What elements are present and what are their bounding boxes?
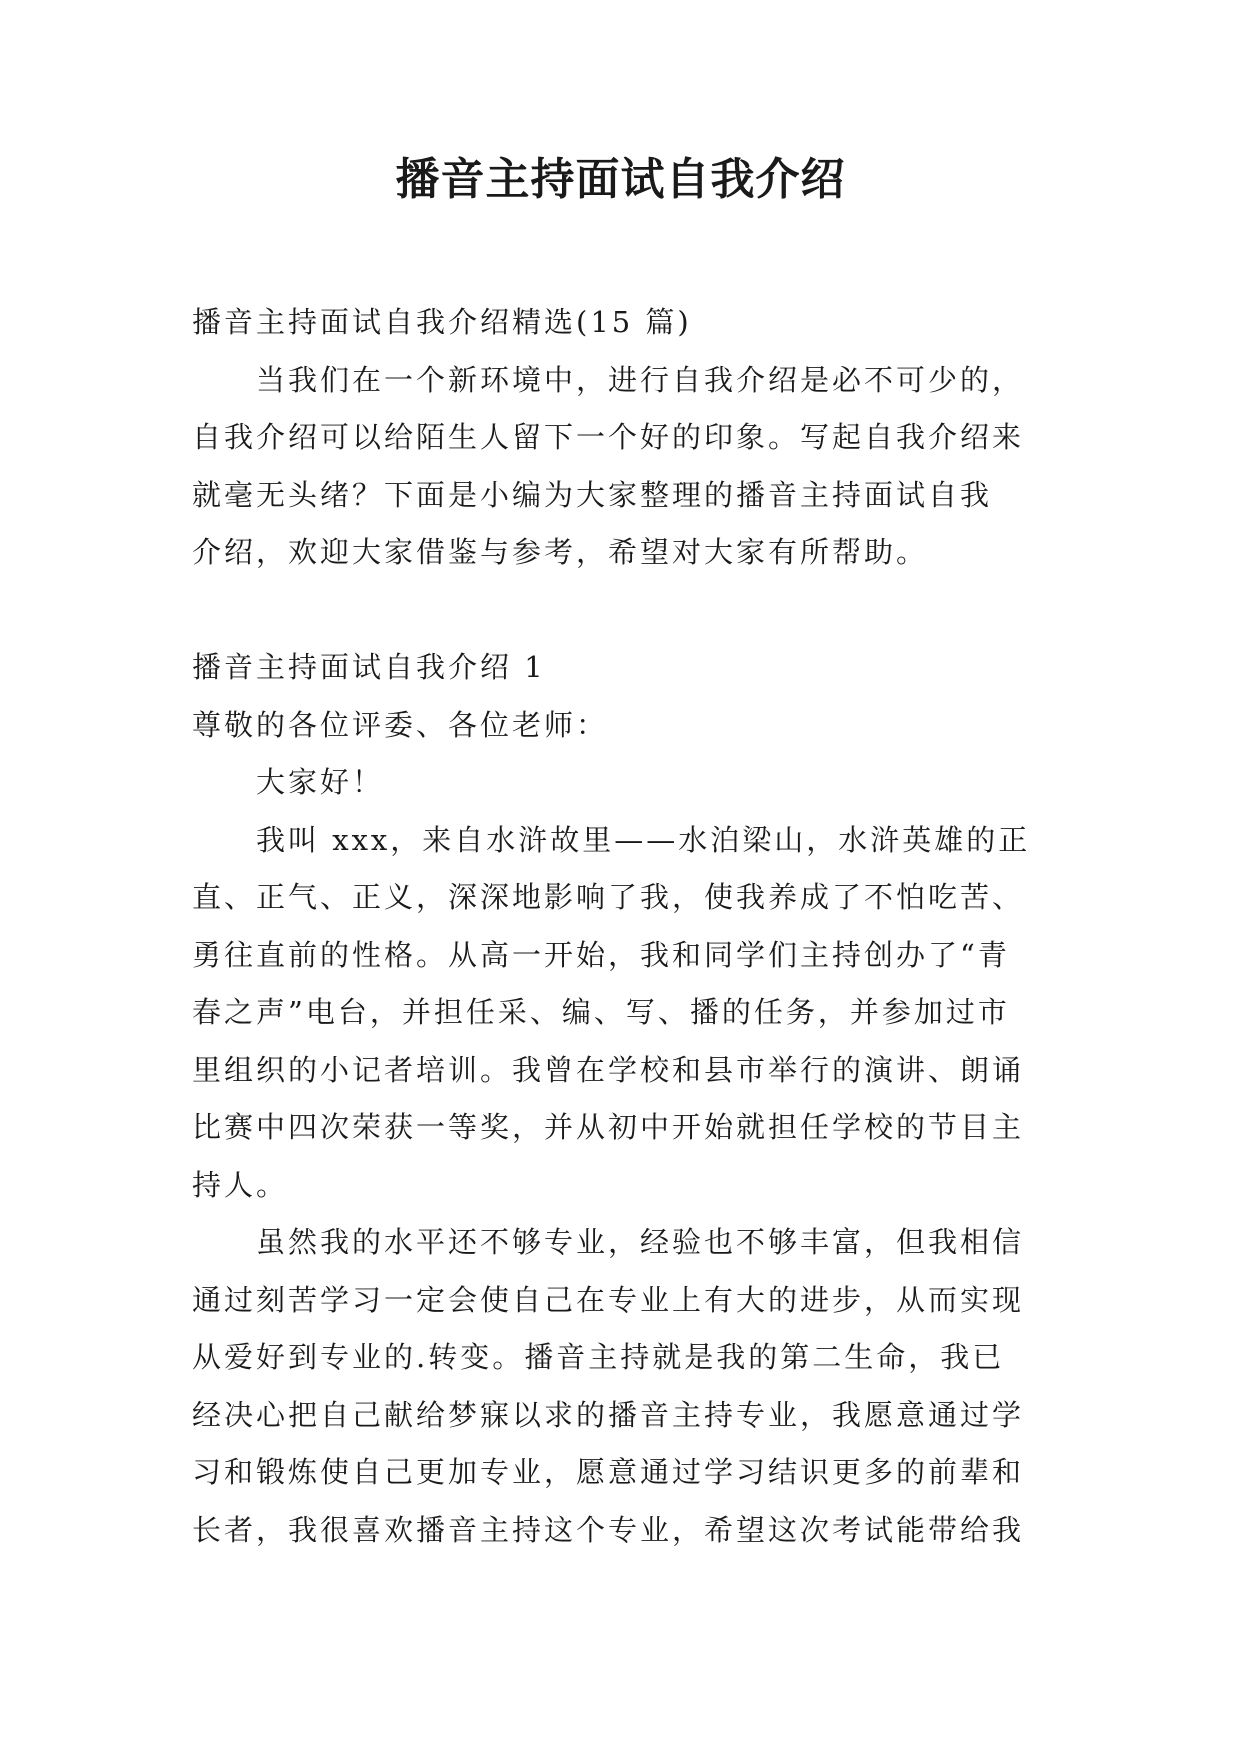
intro-line-2: 自我介绍可以给陌生人留下一个好的印象。写起自我介绍来 bbox=[192, 420, 1025, 454]
paragraph1-line-5: 里组织的小记者培训。我曾在学校和县市举行的演讲、朗诵 bbox=[192, 1052, 1025, 1087]
paragraph2-line-5: 习和锻炼使自己更加专业，愿意通过学习结识更多的前辈和 bbox=[192, 1455, 1025, 1489]
paragraph1-line-2: 直、正气、正义，深深地影响了我，使我养成了不怕吃苦、 bbox=[192, 880, 1025, 914]
paragraph2-line-2: 通过刻苦学习一定会使自己在专业上有大的进步，从而实现 bbox=[192, 1282, 1025, 1317]
paragraph1-line-7: 持人。 bbox=[192, 1167, 289, 1202]
paragraph1-line-1: 我叫 xxx，来自水浒故里——水泊梁山，水浒英雄的正 bbox=[256, 822, 1031, 857]
paragraph2-line-1: 虽然我的水平还不够专业，经验也不够丰富，但我相信 bbox=[256, 1225, 1025, 1259]
intro-line-3: 就毫无头绪？下面是小编为大家整理的播音主持面试自我 bbox=[192, 477, 993, 512]
blank-line bbox=[192, 582, 1072, 640]
paragraph2-line-6: 长者，我很喜欢播音主持这个专业，希望这次考试能带给我 bbox=[192, 1512, 1025, 1547]
intro-line-1: 当我们在一个新环境中，进行自我介绍是必不可少的， bbox=[256, 362, 1025, 397]
paragraph1-line-6: 比赛中四次荣获一等奖，并从初中开始就担任学校的节目主 bbox=[192, 1110, 1025, 1144]
subtitle-line: 播音主持面试自我介绍精选(15 篇) bbox=[192, 305, 692, 339]
document-body bbox=[192, 294, 1072, 1559]
page-title: 播音主持面试自我介绍 bbox=[395, 154, 846, 205]
paragraph1-line-4: 春之声”电台，并担任采、编、写、播的任务，并参加过市 bbox=[192, 995, 1010, 1029]
salutation-line: 尊敬的各位评委、各位老师： bbox=[192, 707, 609, 742]
greeting-line: 大家好！ bbox=[256, 765, 385, 799]
section-heading: 播音主持面试自我介绍 1 bbox=[192, 650, 546, 684]
paragraph2-line-4: 经决心把自己献给梦寐以求的播音主持专业，我愿意通过学 bbox=[192, 1397, 1025, 1432]
paragraph1-line-3: 勇往直前的性格。从高一开始，我和同学们主持创办了“青 bbox=[192, 937, 1010, 972]
paragraph2-line-3: 从爱好到专业的.转变。播音主持就是我的第二生命，我已 bbox=[192, 1340, 1005, 1374]
intro-line-4: 介绍，欢迎大家借鉴与参考，希望对大家有所帮助。 bbox=[192, 535, 929, 569]
